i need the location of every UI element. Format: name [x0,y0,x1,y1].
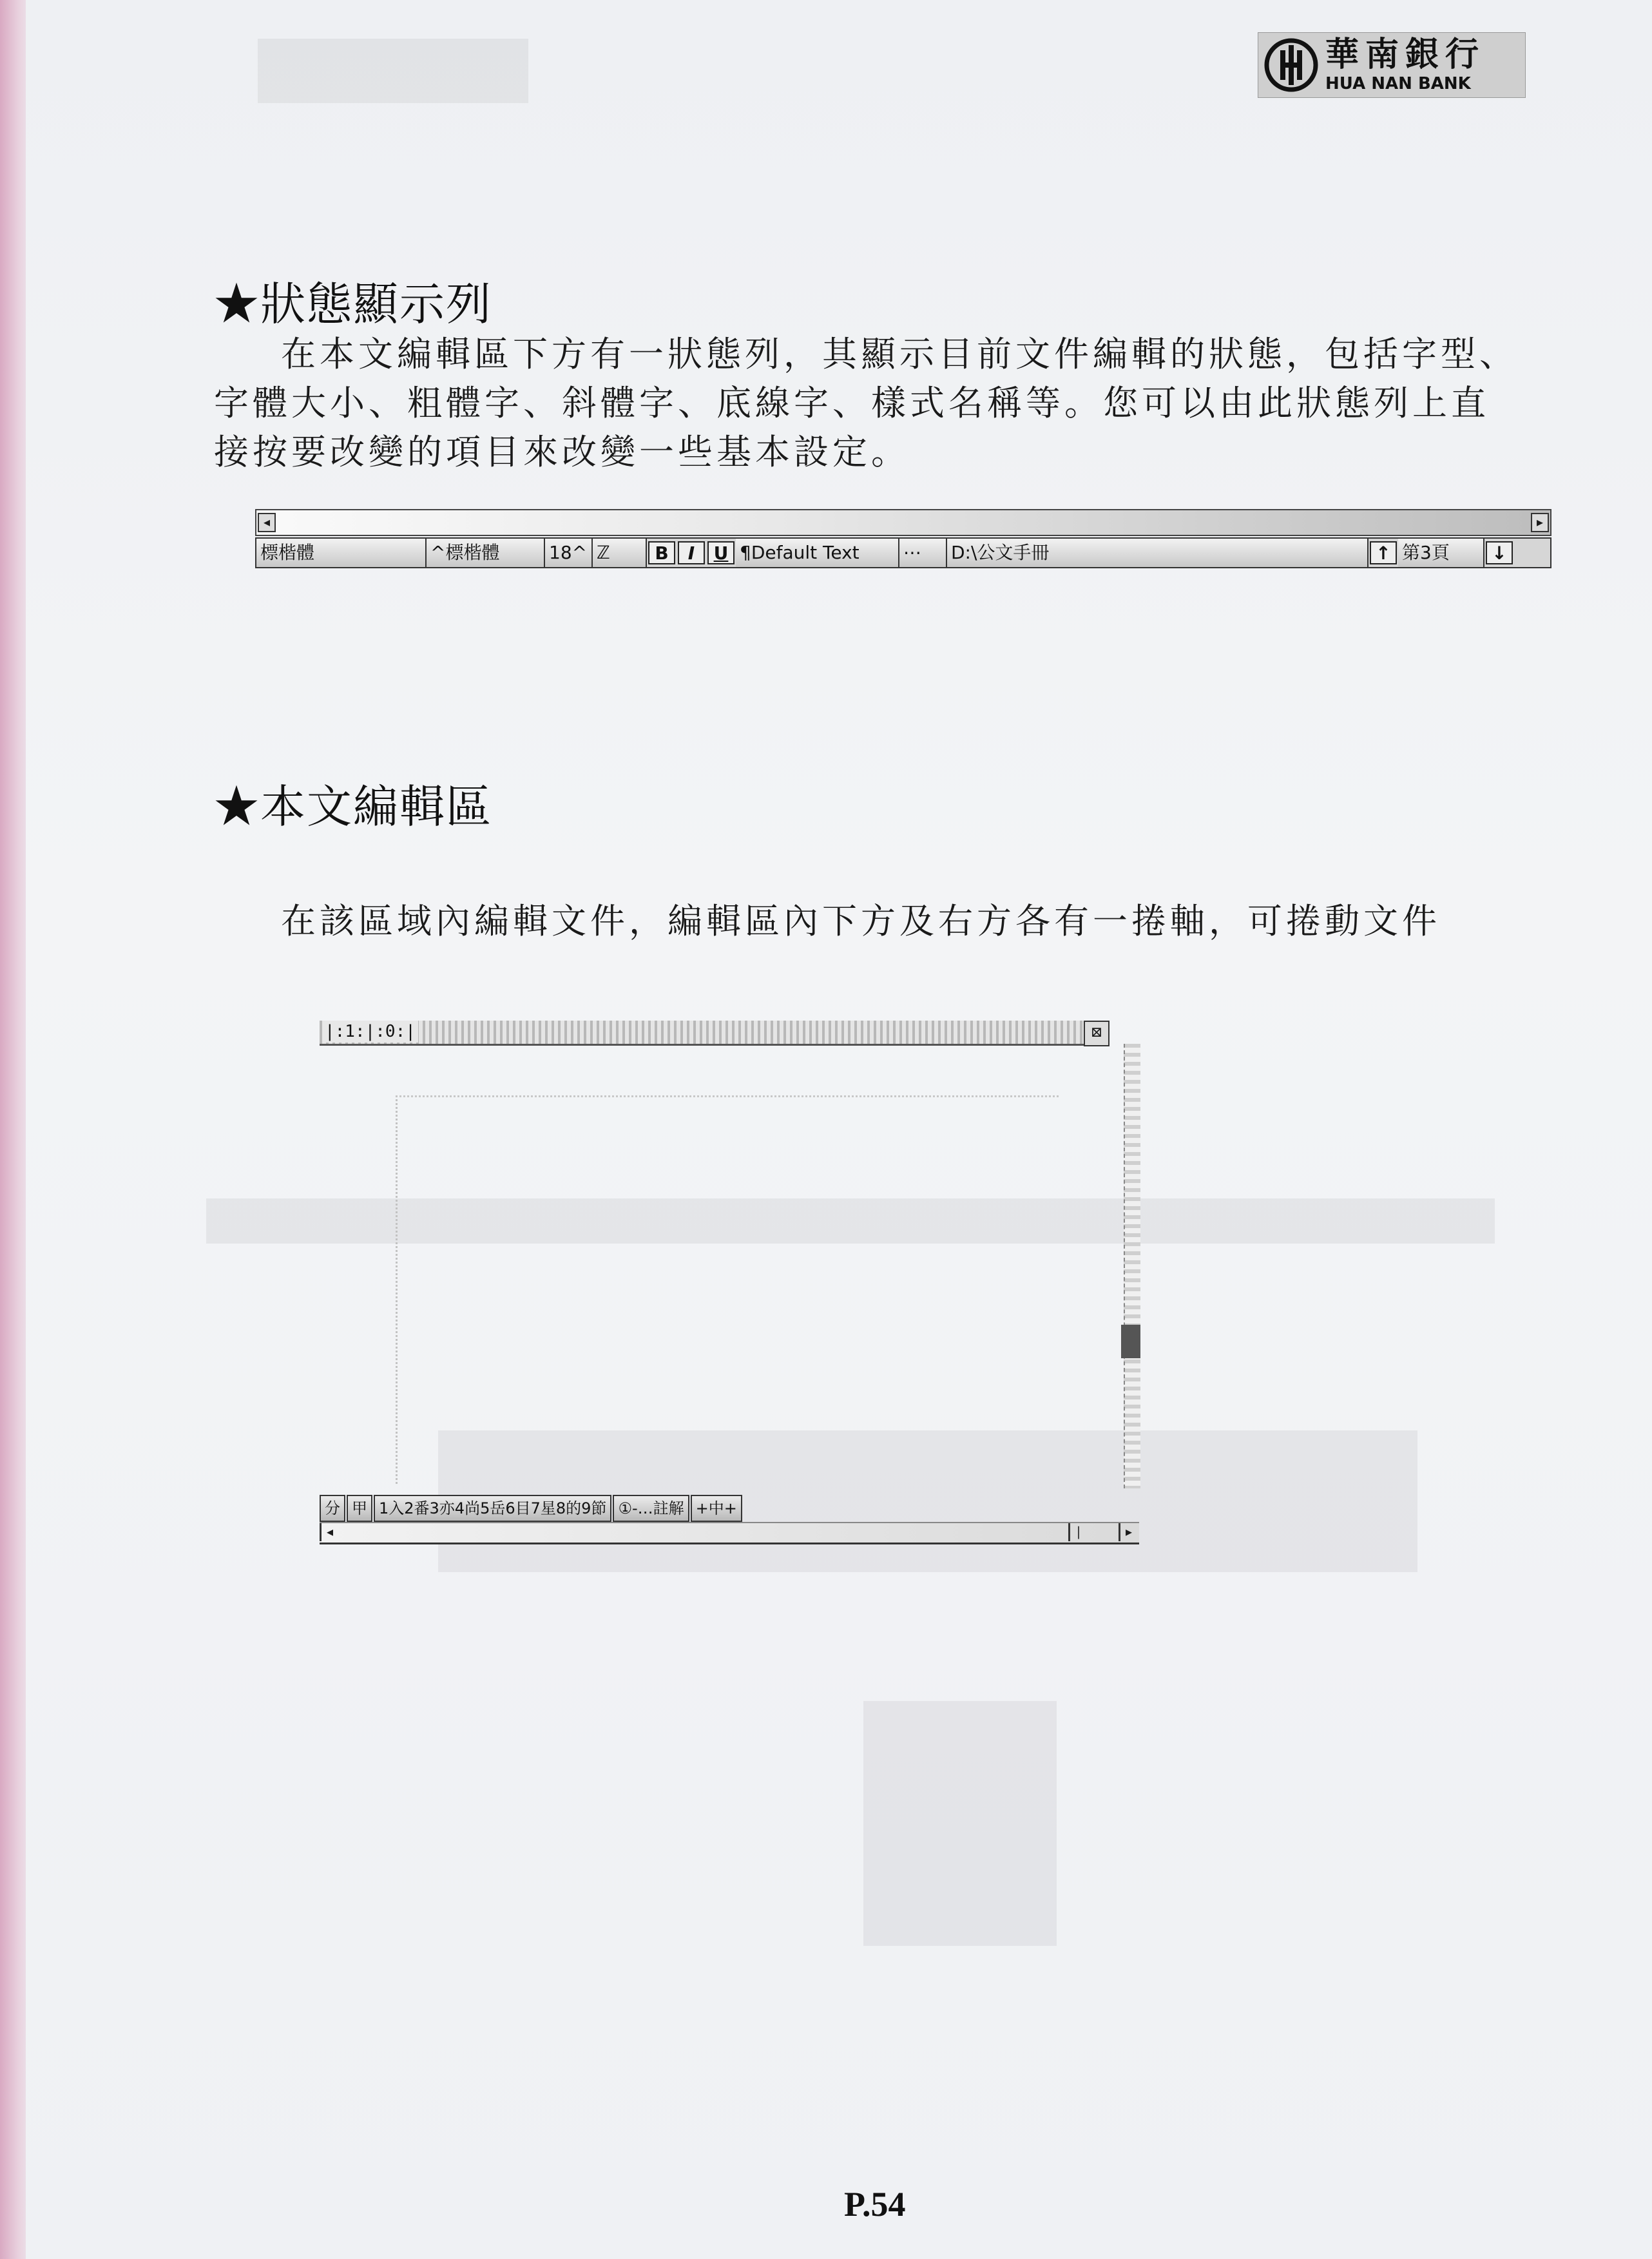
edit-area-screenshot [320,1021,1139,1544]
document-page [26,0,1652,2259]
edit-area-heading: ★本文編輯區 [214,780,492,833]
ruler-label: |:1:|:0:| [322,1021,418,1043]
tab-item[interactable]: 分 [320,1495,345,1522]
top-ruler[interactable] [320,1021,1100,1046]
bleed-through-shape [258,39,528,103]
status-bar-screenshot [255,509,1551,580]
tab-item[interactable]: ①-…註解 [613,1495,689,1522]
scroll-marker-icon[interactable]: | [1068,1523,1087,1541]
font-color-icon[interactable]: ℤ [593,539,647,567]
scroll-right-icon[interactable]: ▸ [1531,513,1549,532]
paragraph-line: 在該區域內編輯文件，編輯區內下方及右方各有一捲軸，可捲動文件 [281,901,1441,941]
horizontal-scrollbar[interactable] [255,509,1551,536]
vertical-scroll-thumb[interactable] [1121,1325,1140,1358]
bleed-through-shape [863,1701,1057,1946]
page-number-field[interactable]: 第3頁 [1398,539,1484,567]
page-down-icon[interactable]: ↓ [1486,541,1513,564]
style-name-dropdown[interactable]: ¶Default Text [736,539,899,567]
font-name-dropdown[interactable]: ^標楷體 [427,539,545,567]
logo-english-text: HUA NAN BANK [1325,74,1471,93]
logo-chinese-text: 華南銀行 [1325,35,1486,74]
horizontal-scrollbar[interactable] [320,1522,1139,1544]
vertical-scrollbar[interactable] [1124,1044,1140,1488]
font-size-field[interactable]: 18^ [545,539,593,567]
split-view-icon[interactable]: ⊠ [1084,1021,1109,1046]
text-editing-area[interactable] [396,1095,1059,1484]
tab-item[interactable]: +中+ [691,1495,742,1522]
bottom-tab-bar [320,1495,744,1522]
status-row [255,537,1551,568]
page-number: P.54 [844,2185,906,2224]
bleed-through-text [896,161,916,233]
scroll-left-icon[interactable]: ◂ [320,1523,338,1541]
paragraph-line: 接按要改變的項目來改變一些基本設定。 [214,432,910,472]
scroll-left-icon[interactable]: ◂ [258,513,276,532]
insert-mode-icon[interactable]: ⋯ [899,539,947,567]
paragraph-line: 在本文編輯區下方有一狀態列，其顯示目前文件編輯的狀態，包括字型、 [281,334,1518,374]
file-path-field[interactable]: D:\公文手冊 [947,539,1369,567]
underline-button[interactable]: U [707,541,735,564]
scroll-right-icon[interactable]: ▸ [1119,1523,1137,1541]
font-name-field[interactable]: 標楷體 [256,539,427,567]
italic-button[interactable]: I [678,541,705,564]
bank-logo [1258,32,1526,98]
tab-item[interactable]: 1入2番3亦4尚5岳6目7星8的9節 [374,1495,611,1522]
bold-button[interactable]: B [648,541,675,564]
page-up-icon[interactable]: ↑ [1370,541,1397,564]
status-bar-heading: ★狀態顯示列 [214,278,492,331]
paragraph-line: 字體大小、粗體字、斜體字、底線字、樣式名稱等。您可以由此狀態列上直 [214,383,1490,423]
hua-nan-emblem-icon [1263,37,1319,93]
tab-item[interactable]: 甲 [347,1495,372,1522]
